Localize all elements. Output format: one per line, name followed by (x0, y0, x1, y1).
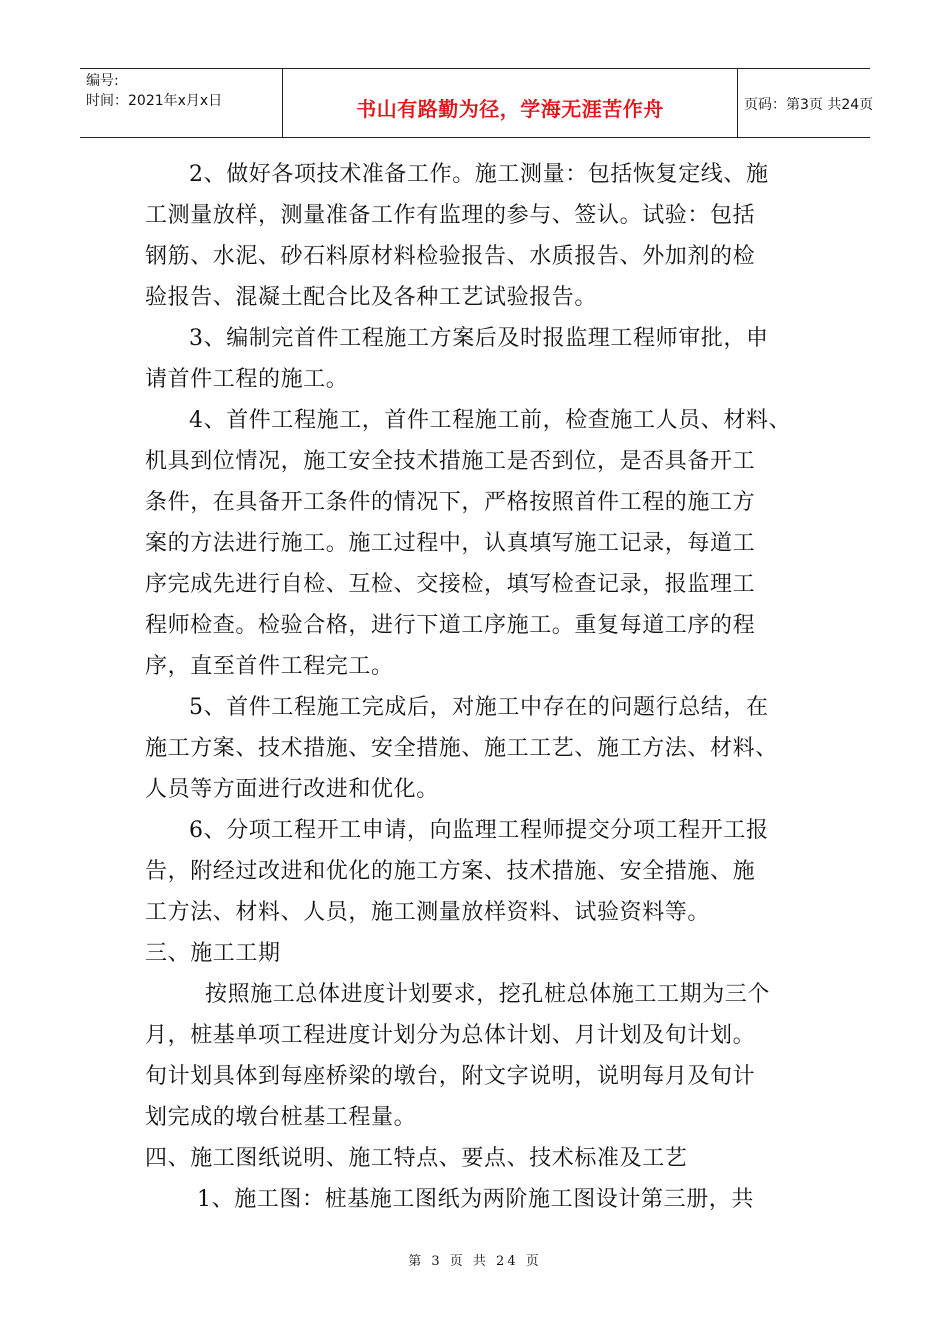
text-line: 施工方案、技术措施、安全措施、施工工艺、施工方法、材料、 (145, 736, 778, 761)
header-meta-cell (80, 69, 283, 137)
text-line: 1、施工图：桩基施工图纸为两阶施工图设计第三册，共 (197, 1187, 754, 1212)
text-line: 5、首件工程施工完成后，对施工中存在的问题行总结，在 (189, 695, 769, 720)
doc-number-label: 编号: (86, 73, 119, 89)
section-heading: 四、施工图纸说明、施工特点、要点、技术标准及工艺 (145, 1146, 688, 1171)
text-line: 机具到位情况，施工安全技术措施工是否到位，是否具备开工 (145, 449, 756, 474)
text-line: 3、编制完首件工程施工方案后及时报监理工程师审批，申 (189, 326, 769, 351)
text-line: 验报告、混凝土配合比及各种工艺试验报告。 (145, 285, 598, 310)
text-line: 条件，在具备开工条件的情况下，严格按照首件工程的施工方 (145, 490, 756, 515)
text-line: 请首件工程的施工。 (145, 367, 349, 392)
doc-time-label: 时间：2021年x月x日 (86, 93, 223, 109)
text-line: 4、首件工程施工，首件工程施工前，检查施工人员、材料、 (189, 408, 792, 433)
text-line: 人员等方面进行改进和优化。 (145, 777, 439, 802)
text-line: 6、分项工程开工申请，向监理工程师提交分项工程开工报 (189, 818, 769, 843)
text-line: 月，桩基单项工程进度计划分为总体计划、月计划及旬计划。 (145, 1023, 756, 1048)
header-motto: 书山有路勤为径，学海无涯苦作舟 (356, 97, 664, 121)
text-line: 钢筋、水泥、砂石料原材料检验报告、水质报告、外加剂的检 (145, 244, 756, 269)
page-footer: 第 3 页 共 24 页 (408, 1254, 542, 1269)
text-line: 2、做好各项技术准备工作。施工测量：包括恢复定线、施 (189, 162, 769, 187)
text-line: 旬计划具体到每座桥梁的墩台，附文字说明，说明每月及旬计 (145, 1064, 756, 1089)
page-header (80, 68, 874, 138)
text-line: 按照施工总体进度计划要求，挖孔桩总体施工工期为三个 (205, 982, 771, 1007)
text-line: 告，附经过改进和优化的施工方案、技术措施、安全措施、施 (145, 859, 756, 884)
document-body (145, 154, 810, 1220)
text-line: 序，直至首件工程完工。 (145, 654, 394, 679)
text-line: 工方法、材料、人员，施工测量放样资料、试验资料等。 (145, 900, 711, 925)
text-line: 工测量放样，测量准备工作有监理的参与、签认。试验：包括 (145, 203, 756, 228)
text-line: 划完成的墩台桩基工程量。 (145, 1105, 417, 1130)
text-line: 序完成先进行自检、互检、交接检，填写检查记录，报监理工 (145, 572, 756, 597)
header-page-number: 页码：第3页 共24页 (744, 97, 874, 113)
header-page-cell (738, 69, 874, 137)
section-heading: 三、施工工期 (145, 941, 281, 966)
text-line: 案的方法进行施工。施工过程中，认真填写施工记录，每道工 (145, 531, 756, 556)
header-motto-cell (283, 69, 738, 137)
text-line: 程师检查。检验合格，进行下道工序施工。重复每道工序的程 (145, 613, 756, 638)
